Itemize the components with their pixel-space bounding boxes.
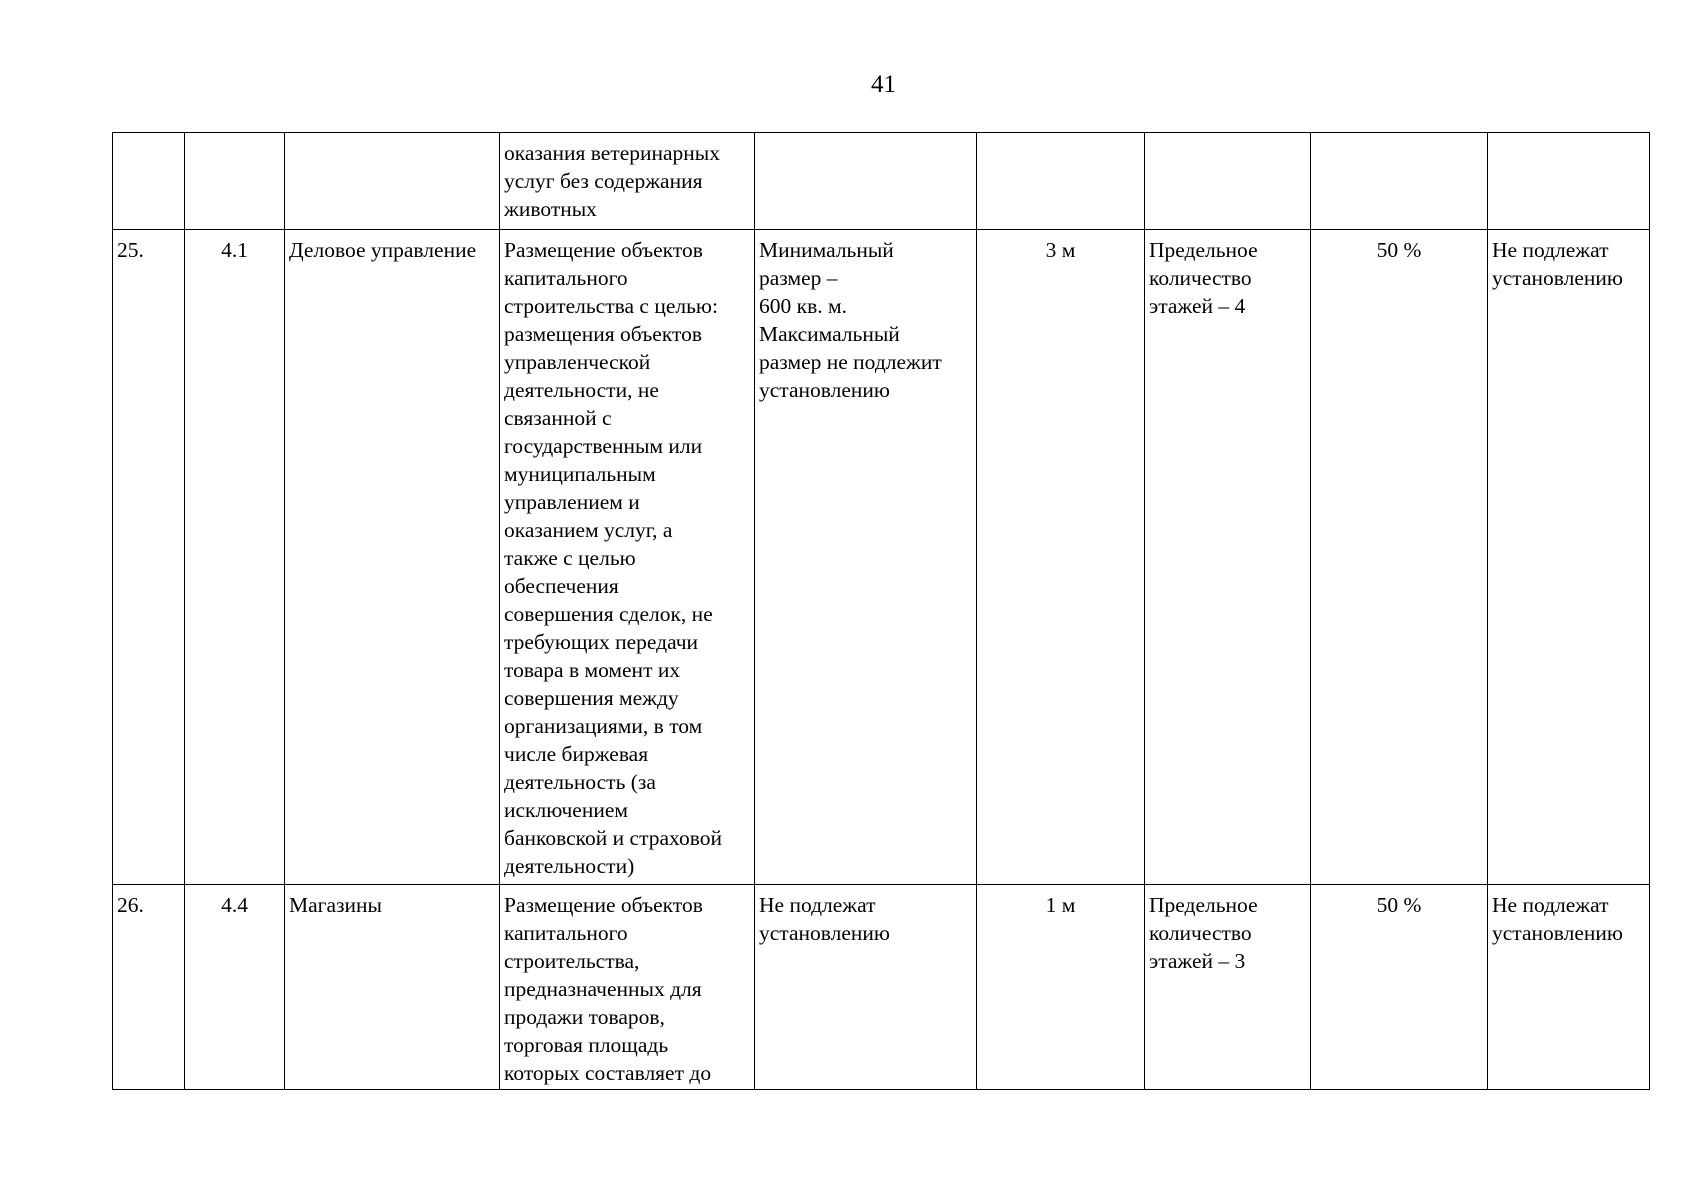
plot-size-cell <box>755 133 977 230</box>
other-limits-cell: Не подлежат установлению <box>1488 230 1650 885</box>
coverage-cell: 50 % <box>1311 885 1488 1090</box>
table-row <box>113 133 1650 230</box>
row-number-cell <box>113 133 185 230</box>
coverage-cell: 50 % <box>1311 230 1488 885</box>
plot-size-cell: Не подлежат установлению <box>755 885 977 1090</box>
coverage-cell <box>1311 133 1488 230</box>
use-code-cell <box>185 133 285 230</box>
use-description-cell: оказания ветеринарных услуг без содержания животных <box>500 133 755 230</box>
use-description-cell: Размещение объектов капитального строительства, предназначенных для продажи товаров, торговая площадь которых составляет до <box>500 885 755 1090</box>
floors-cell: Предельное количество этажей – 3 <box>1145 885 1311 1090</box>
floors-cell <box>1145 133 1311 230</box>
floors-cell: Предельное количество этажей – 4 <box>1145 230 1311 885</box>
use-code-cell: 4.1 <box>185 230 285 885</box>
table-row <box>113 885 1650 1090</box>
use-name-cell: Деловое управление <box>285 230 500 885</box>
other-limits-cell <box>1488 133 1650 230</box>
page-number: 41 <box>871 71 896 98</box>
table-row <box>113 230 1650 885</box>
setback-cell: 3 м <box>977 230 1145 885</box>
use-code-cell: 4.4 <box>185 885 285 1090</box>
land-use-table <box>112 132 1650 1090</box>
use-description-cell: Размещение объектов капитального строительства с целью: размещения объектов управленческой деятельности, не связанной с государственным или муниципальным управлением и оказанием услуг, а также с целью обеспечения совершения сделок, не требующих передачи товара в момент их совершения между организациями, в том числе биржевая деятельность (за исключением банковской и страховой деятельности) <box>500 230 755 885</box>
setback-cell <box>977 133 1145 230</box>
row-number-cell: 26. <box>113 885 185 1090</box>
plot-size-cell: Минимальный размер – 600 кв. м. Максимальный размер не подлежит установлению <box>755 230 977 885</box>
row-number-cell: 25. <box>113 230 185 885</box>
other-limits-cell: Не подлежат установлению <box>1488 885 1650 1090</box>
setback-cell: 1 м <box>977 885 1145 1090</box>
use-name-cell: Магазины <box>285 885 500 1090</box>
use-name-cell <box>285 133 500 230</box>
